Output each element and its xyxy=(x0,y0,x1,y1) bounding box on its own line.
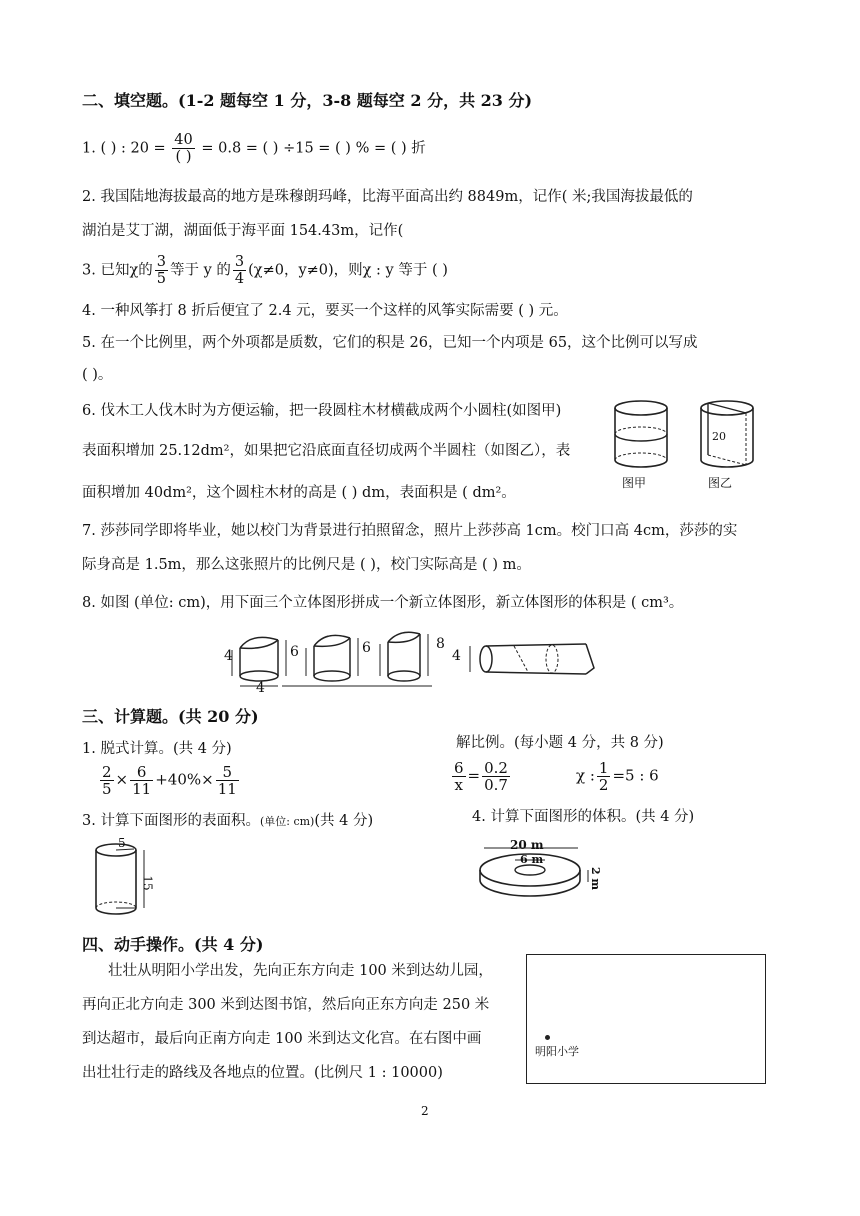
q8-label-6-b: 6 xyxy=(362,640,371,656)
calc2-eq1-equals: = xyxy=(467,766,481,785)
calc1-middle: +40%× xyxy=(155,770,214,789)
q1-fraction-denominator: ( ) xyxy=(175,149,192,165)
q3-fraction-2-den: 4 xyxy=(234,271,245,287)
calc2-title: 解比例。(每小题 4 分，共 8 分) xyxy=(456,735,664,751)
q7-line-2: 际身高是 1.5m，那么这张照片的比例尺是 ( )，校门实际高是 ( ) m。 xyxy=(82,557,531,573)
figure-jia-cylinder xyxy=(608,396,678,476)
q3-fraction-2-num: 3 xyxy=(234,254,245,270)
figure-q8-shapes xyxy=(222,626,612,692)
q1-part-a: 1. ( ) : 20 = xyxy=(82,140,166,157)
calc1-frac-3-num: 5 xyxy=(216,764,239,781)
section4-line-1: 壮壮从明阳小学出发，先向正东方向走 100 米到达幼儿园， xyxy=(108,963,493,979)
q8-label-4-height: 4 xyxy=(224,648,233,664)
q1-fraction xyxy=(172,132,194,165)
calc1-times: × xyxy=(115,770,129,789)
q5-line-2: ( )。 xyxy=(82,367,113,383)
cylinder-height-label: 15 xyxy=(140,875,155,891)
q3-fraction-1 xyxy=(155,254,168,287)
calc2-eq1-frac-1 xyxy=(452,760,466,793)
ring-outer-diameter-label: 20 m xyxy=(510,838,544,852)
q5-line-1: 5. 在一个比例里，两个外项都是质数，它们的积是 26，已知一个内项是 65，这个比例可以写成 xyxy=(82,335,698,351)
calc2-eq-1 xyxy=(450,760,512,793)
cylinder-radius-label: 5 xyxy=(118,836,126,850)
q3-part-b: 等于 y 的 xyxy=(169,262,231,279)
question-8: 8. 如图 (单位: cm)，用下面三个立体图形拼成一个新立体图形，新立体图形的体积是 ( cm³。 xyxy=(82,595,684,611)
calc4-title: 4. 计算下面图形的体积。(共 4 分) xyxy=(472,809,695,825)
calc1-frac-1 xyxy=(100,764,114,797)
question-4: 4. 一种风筝打 8 折后便宜了 2.4 元，要买一个这样的风筝实际需要 ( ) 元。 xyxy=(82,303,568,319)
figure-yi-cylinder xyxy=(694,396,764,476)
page-number: 2 xyxy=(421,1104,429,1118)
q2-line-1: 2. 我国陆地海拔最高的地方是珠穆朗玛峰，比海平面高出约 8849m，记作( 米;我国海拔最低的 xyxy=(82,189,693,205)
school-point-dot xyxy=(545,1035,550,1040)
calc2-eq2-frac-num: 1 xyxy=(598,759,609,777)
q7-line-1: 7. 莎莎同学即将毕业，她以校门为背景进行拍照留念，照片上莎莎高 1cm。校门口高 4cm，莎莎的实 xyxy=(82,523,738,539)
q3-part-c: (χ≠0，y≠0)，则χ : y 等于 ( ) xyxy=(248,262,448,279)
calc2-eq1-frac-2 xyxy=(482,760,510,793)
caption-jia: 图甲 xyxy=(622,476,647,490)
ring-height-label: 2 m xyxy=(589,866,603,891)
question-1 xyxy=(82,132,426,165)
calc1-frac-3 xyxy=(216,764,239,797)
question-3 xyxy=(82,254,448,287)
calc2-eq1-frac-2-den: 0.7 xyxy=(484,776,508,794)
calc3-points: (共 4 分) xyxy=(314,813,374,829)
calc1-frac-1-num: 2 xyxy=(102,763,112,781)
ring-inner-diameter-label: 6 m xyxy=(520,853,544,866)
calc2-eq2-frac-den: 2 xyxy=(598,776,609,794)
q8-label-4-width: 4 xyxy=(256,680,265,696)
calc2-eq1-frac-2-num: 0.2 xyxy=(484,759,508,777)
q8-label-8: 8 xyxy=(436,636,445,652)
section3-heading: 三、计算题。(共 20 分) xyxy=(82,707,259,726)
q6-line-1: 6. 伐木工人伐木时为方便运输，把一段圆柱木材横截成两个小圆柱(如图甲) xyxy=(82,403,562,419)
section4-heading: 四、动手操作。(共 4 分) xyxy=(82,935,264,954)
map-drawing-area[interactable] xyxy=(526,954,766,1084)
calc1-title: 1. 脱式计算。(共 4 分) xyxy=(82,741,232,757)
q3-fraction-1-den: 5 xyxy=(156,271,166,287)
calc2-eq-2 xyxy=(576,760,659,793)
q8-label-6-a: 6 xyxy=(290,644,299,660)
calc2-eq2-frac xyxy=(597,760,611,793)
calc2-eq1-frac-1-den: x xyxy=(454,776,463,794)
calc1-frac-2 xyxy=(130,764,153,797)
q3-fraction-2 xyxy=(233,254,246,287)
label-20: 20 xyxy=(712,430,726,443)
q2-line-2: 湖泊是艾丁湖，湖面低于海平面 154.43m，记作( xyxy=(82,223,404,239)
q3-part-a: 3. 已知χ的 xyxy=(82,262,153,279)
q1-part-b: = 0.8 = ( ) ÷15 = ( ) % = ( ) 折 xyxy=(201,140,426,157)
q1-fraction-numerator: 40 xyxy=(174,132,193,148)
calc2-eq2-part-b: =5 : 6 xyxy=(612,766,659,785)
section2-heading: 二、填空题。(1-2 题每空 1 分，3-8 题每空 2 分，共 23 分) xyxy=(82,91,533,110)
calc1-frac-1-den: 5 xyxy=(102,780,112,798)
section4-line-2: 再向正北方向走 300 米到达图书馆，然后向正东方向走 250 米 xyxy=(82,997,490,1013)
calc2-eq2-part-a: χ : xyxy=(576,766,595,785)
q8-label-4-diameter: 4 xyxy=(452,648,461,664)
school-label: 明阳小学 xyxy=(535,1045,579,1058)
calc1-frac-3-den: 11 xyxy=(217,780,237,798)
calc3-title xyxy=(82,812,373,831)
caption-yi: 图乙 xyxy=(708,476,733,490)
calc1-frac-2-num: 6 xyxy=(130,764,153,781)
q6-line-3: 面积增加 40dm²，这个圆柱木材的高是 ( ) dm，表面积是 ( dm²。 xyxy=(82,485,516,501)
calc3-title-text: 3. 计算下面图形的表面积。 xyxy=(82,813,260,829)
q3-fraction-1-num: 3 xyxy=(156,254,166,270)
section4-line-3: 到达超市，最后向正南方向走 100 米到达文化宫。在右图中画 xyxy=(82,1031,482,1047)
calc3-unit: (单位: cm) xyxy=(259,815,315,828)
calc2-eq1-frac-1-num: 6 xyxy=(454,759,464,777)
section4-line-4: 出壮壮行走的路线及各地点的位置。(比例尺 1 : 10000) xyxy=(82,1065,443,1081)
calc1-expression xyxy=(98,764,241,797)
q6-line-2: 表面积增加 25.12dm²，如果把它沿底面直径切成两个半圆柱（如图乙），表 xyxy=(82,443,571,459)
calc1-frac-2-den: 11 xyxy=(132,780,152,798)
